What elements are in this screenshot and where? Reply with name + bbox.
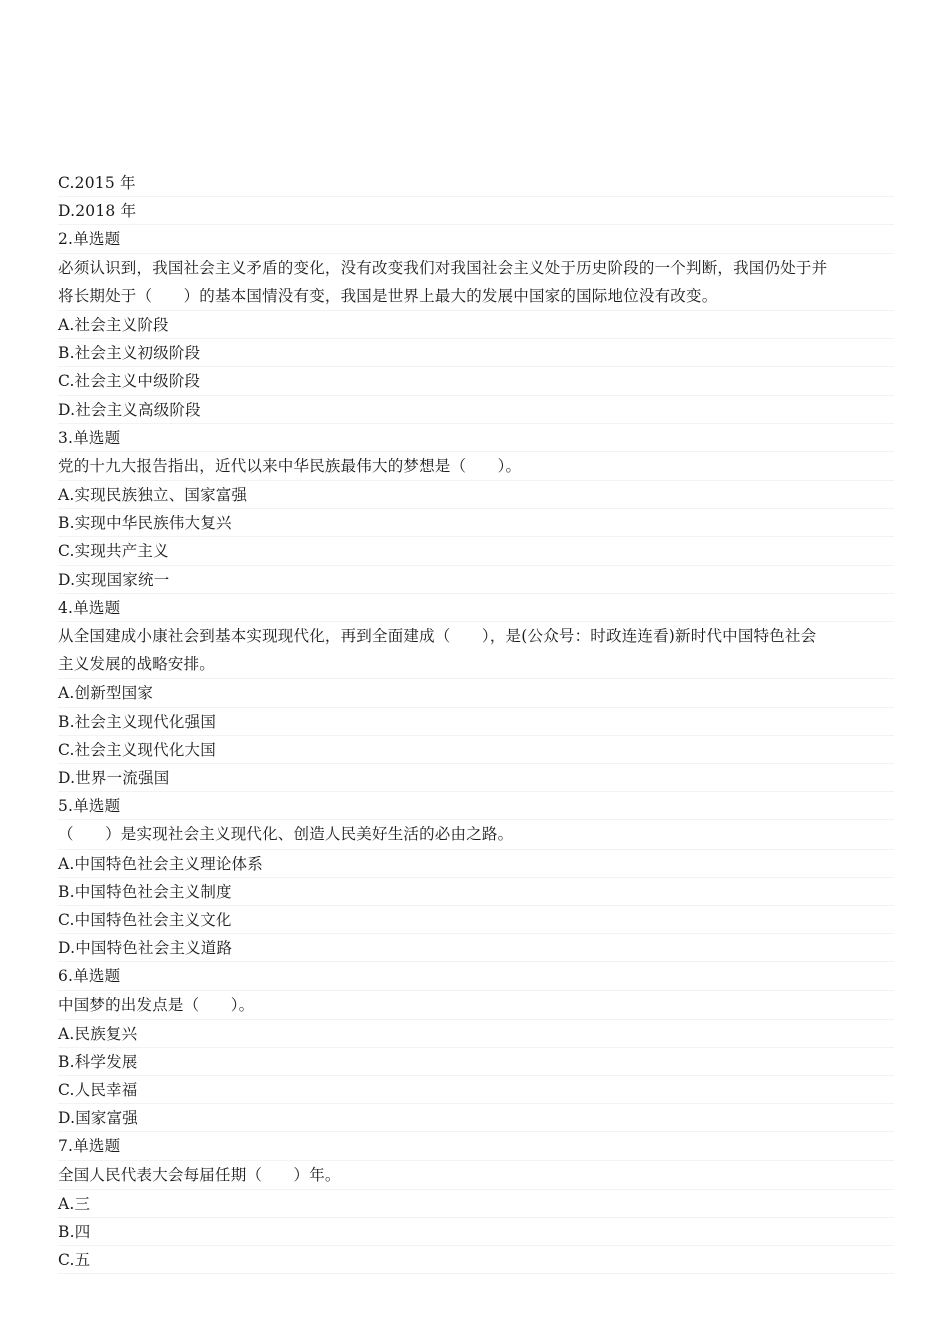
question-type: 4.单选题 bbox=[58, 594, 894, 622]
option-line: C.社会主义中级阶段 bbox=[58, 367, 894, 395]
option-line: D.2018 年 bbox=[58, 197, 894, 225]
question-stem-line: 必须认识到，我国社会主义矛盾的变化，没有改变我们对我国社会主义处于历史阶段的一个判断，我国仍处于并 bbox=[58, 258, 828, 277]
question-stem bbox=[58, 622, 894, 679]
option-line: C.社会主义现代化大国 bbox=[58, 736, 894, 764]
option-line: C.五 bbox=[58, 1246, 894, 1274]
question-type: 5.单选题 bbox=[58, 792, 894, 820]
question-type: 3.单选题 bbox=[58, 424, 894, 452]
question-stem bbox=[58, 1161, 894, 1190]
option-line: B.社会主义现代化强国 bbox=[58, 708, 894, 736]
option-line: A.创新型国家 bbox=[58, 679, 894, 707]
exam-page bbox=[58, 169, 894, 1274]
question-stem bbox=[58, 254, 894, 311]
question-stem bbox=[58, 991, 894, 1020]
question-stem-line: 党的十九大报告指出，近代以来中华民族最伟大的梦想是（ ）。 bbox=[58, 456, 522, 475]
option-line: A.实现民族独立、国家富强 bbox=[58, 481, 894, 509]
option-line: A.三 bbox=[58, 1190, 894, 1218]
option-line: A.民族复兴 bbox=[58, 1020, 894, 1048]
option-line: A.社会主义阶段 bbox=[58, 311, 894, 339]
question-type: 2.单选题 bbox=[58, 225, 894, 253]
question-stem bbox=[58, 452, 894, 481]
option-line: C.中国特色社会主义文化 bbox=[58, 906, 894, 934]
option-line: D.国家富强 bbox=[58, 1104, 894, 1132]
question-stem-line: 主义发展的战略安排。 bbox=[58, 655, 216, 674]
question-type: 7.单选题 bbox=[58, 1132, 894, 1160]
question-stem bbox=[58, 820, 894, 849]
option-line: D.实现国家统一 bbox=[58, 566, 894, 594]
option-line: C.2015 年 bbox=[58, 169, 894, 197]
question-stem-line: 将长期处于（ ）的基本国情没有变，我国是世界上最大的发展中国家的国际地位没有改变。 bbox=[58, 286, 718, 305]
question-stem-line: 从全国建成小康社会到基本实现现代化，再到全面建成（ ），是(公众号：时政连连看)新时代中国特色社会 bbox=[58, 627, 817, 646]
question-type: 6.单选题 bbox=[58, 962, 894, 990]
question-stem-line: 全国人民代表大会每届任期（ ）年。 bbox=[58, 1165, 341, 1184]
option-line: D.中国特色社会主义道路 bbox=[58, 934, 894, 962]
option-line: B.实现中华民族伟大复兴 bbox=[58, 509, 894, 537]
question-stem-line: （ ）是实现社会主义现代化、创造人民美好生活的必由之路。 bbox=[58, 825, 514, 844]
option-line: D.社会主义高级阶段 bbox=[58, 396, 894, 424]
option-line: B.科学发展 bbox=[58, 1048, 894, 1076]
option-line: B.四 bbox=[58, 1218, 894, 1246]
question-stem-line: 中国梦的出发点是（ ）。 bbox=[58, 995, 255, 1014]
option-line: C.人民幸福 bbox=[58, 1076, 894, 1104]
option-line: C.实现共产主义 bbox=[58, 537, 894, 565]
option-line: A.中国特色社会主义理论体系 bbox=[58, 850, 894, 878]
option-line: B.中国特色社会主义制度 bbox=[58, 878, 894, 906]
option-line: D.世界一流强国 bbox=[58, 764, 894, 792]
option-line: B.社会主义初级阶段 bbox=[58, 339, 894, 367]
